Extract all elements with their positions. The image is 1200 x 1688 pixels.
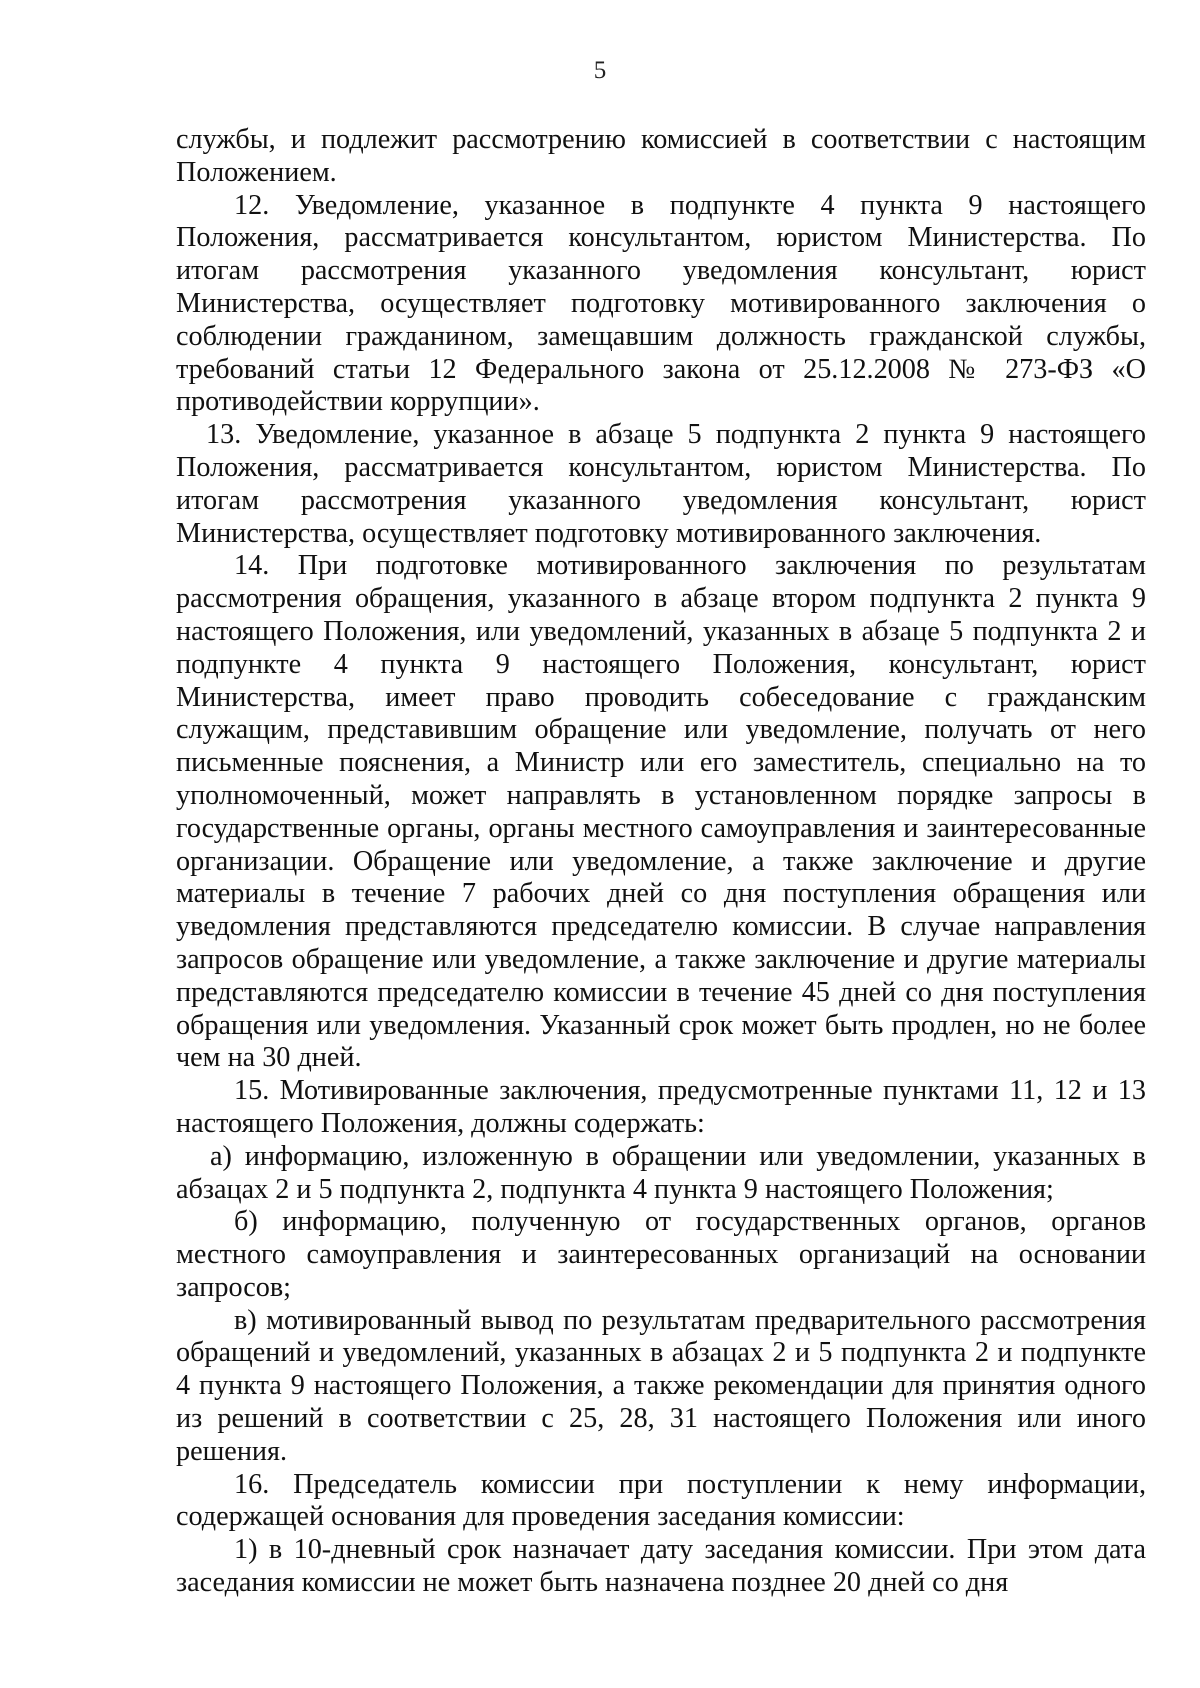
- paragraph-15-b: б) информацию, полученную от государственных органов, органов местного самоуправления и заинтересованных организаций на основании запросов;: [176, 1206, 1146, 1303]
- paragraph-continuation: службы, и подлежит рассмотрению комиссией в соответствии с настоящим Положением.: [176, 124, 1146, 188]
- document-body: [176, 124, 1146, 1600]
- paragraph-16-1: 1) в 10-дневный срок назначает дату заседания комиссии. При этом дата заседания комиссии не может быть назначена позднее 20 дней со дня: [176, 1534, 1146, 1599]
- paragraph-15: 15. Мотивированные заключения, предусмотренные пунктами 11, 12 и 13 настоящего Положения, должны содержать:: [176, 1075, 1146, 1139]
- paragraph-12: 12. Уведомление, указанное в подпункте 4 пункта 9 настоящего Положения, рассматривается консультантом, юристом Министерства. По итогам рассмотрения указанного уведомления консультант, юрист Министерства, осуществляет подготовку мотивированного заключения о соблюдении гражданином, замещавшим должность гражданской службы, требований статьи 12 Федерального закона от 25.12.2008 № 273-ФЗ «О противодействии коррупции».: [176, 189, 1146, 418]
- paragraph-16: 16. Председатель комиссии при поступлении к нему информации, содержащей основания для проведения заседания комиссии:: [176, 1468, 1146, 1533]
- paragraph-15-v: в) мотивированный вывод по результатам предварительного рассмотрения обращений и уведомлений, указанных в абзацах 2 и 5 подпункта 2 и подпункте 4 пункта 9 настоящего Положения, а также рекомендации для принятия одного из решений в соответствии с 25, 28, 31 настоящего Положения или иного решения.: [176, 1304, 1146, 1467]
- page-number: 5: [593, 57, 607, 84]
- paragraph-15-a: а) информацию, изложенную в обращении или уведомлении, указанных в абзацах 2 и 5 подпункта 2, подпункта 4 пункта 9 настоящего Положения;: [176, 1140, 1146, 1205]
- paragraph-14: 14. При подготовке мотивированного заключения по результатам рассмотрения обращения, указанного в абзаце втором подпункта 2 пункта 9 настоящего Положения, или уведомлений, указанных в абзаце 5 подпункта 2 и подпункте 4 пункта 9 настоящего Положения, консультант, юрист Министерства, имеет право проводить собеседование с гражданским служащим, представившим обращение или уведомление, получать от него письменные пояснения, а Министр или его заместитель, специально на то уполномоченный, может направлять в установленном порядке запросы в государственные органы, органы местного самоуправления и заинтересованные организации. Обращение или уведомление, а также заключение и другие материалы в течение 7 рабочих дней со дня поступления обращения или уведомления представляются председателю комиссии. В случае направления запросов обращение или уведомление, а также заключение и другие материалы представляются председателю комиссии в течение 45 дней со дня поступления обращения или уведомления. Указанный срок может быть продлен, но не более чем на 30 дней.: [176, 550, 1146, 1074]
- paragraph-13: 13. Уведомление, указанное в абзаце 5 подпункта 2 пункта 9 настоящего Положения, рассматривается консультантом, юристом Министерства. По итогам рассмотрения указанного уведомления консультант, юрист Министерства, осуществляет подготовку мотивированного заключения.: [176, 419, 1146, 549]
